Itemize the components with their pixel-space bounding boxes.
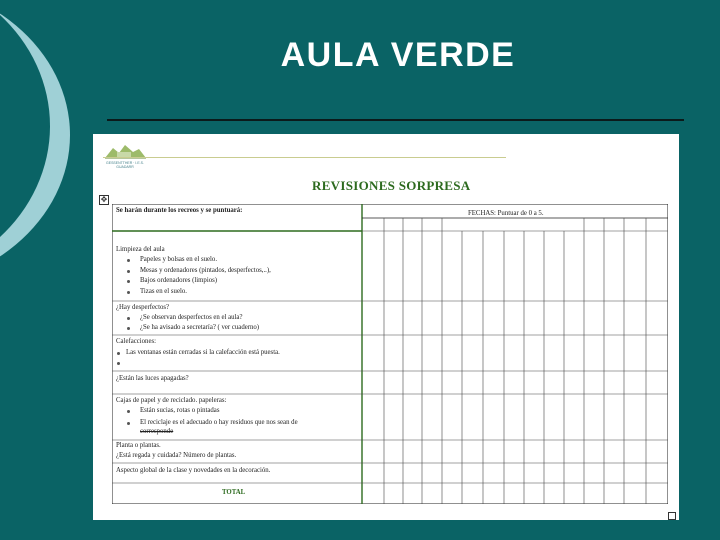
bullet-icon [117, 362, 120, 365]
list-item-continuation: corresponde [140, 428, 174, 435]
list-item: ¿Se ha avisado a secretaría? ( ver cuaderno) [140, 324, 260, 331]
bullet-icon [117, 352, 120, 355]
document-header-rule [103, 157, 506, 158]
bullet-icon [127, 291, 130, 294]
table-resize-handle-icon [668, 512, 676, 520]
list-item: Las ventanas están cerradas si la calefacción está puesta. [126, 349, 280, 356]
section-title: Cajas de papel y de reciclado. papeleras: [116, 397, 227, 404]
bullet-icon [127, 410, 130, 413]
slide-title: AULA VERDE [280, 36, 516, 74]
document-title: REVISIONES SORPRESA [312, 178, 471, 193]
section-title: Aspecto global de la clase y novedades en la decoración. [116, 467, 271, 474]
bullet-icon [127, 327, 130, 330]
revision-table [112, 204, 668, 504]
list-item: Tizas en el suelo. [140, 288, 187, 295]
section-title: ¿Hay desperfectos? [116, 304, 170, 311]
list-item: Bajos ordenadores (limpios) [140, 277, 218, 284]
list-item: El reciclaje es el adecuado o hay residuos que nos sean de [140, 419, 298, 426]
list-item: ¿Está regada y cuidada? Número de plantas. [116, 452, 237, 459]
bullet-icon [127, 259, 130, 262]
table-header-left: Se harán durante los recreos y se puntuará: [116, 207, 243, 214]
document-image [93, 134, 679, 520]
table-move-handle-icon: ✥ [100, 195, 108, 204]
bullet-icon [127, 270, 130, 273]
section-title: ¿Están las luces apagadas? [116, 375, 189, 382]
section-title: Limpieza del aula [116, 246, 165, 253]
section-title: Calefacciones: [116, 338, 157, 345]
section-title: Planta o plantas. [116, 442, 161, 449]
title-divider [107, 119, 684, 121]
bullet-icon [127, 317, 130, 320]
total-label: TOTAL [222, 489, 246, 496]
list-item: Papeles y bolsas en el suelo. [140, 256, 218, 263]
list-item: ¿Se observan desperfectos en el aula? [140, 314, 243, 321]
bullet-icon [127, 280, 130, 283]
list-item: Mesas y ordenadores (pintados, desperfectos,..), [140, 267, 271, 274]
logo-caption: GESSENTTHER · I.E.S. GUADARR [106, 161, 144, 169]
bullet-icon [127, 422, 130, 425]
list-item: Están sucias, rotas o pintadas [140, 407, 220, 414]
table-header-right: FECHAS: Puntuar de 0 a 5. [468, 210, 544, 217]
